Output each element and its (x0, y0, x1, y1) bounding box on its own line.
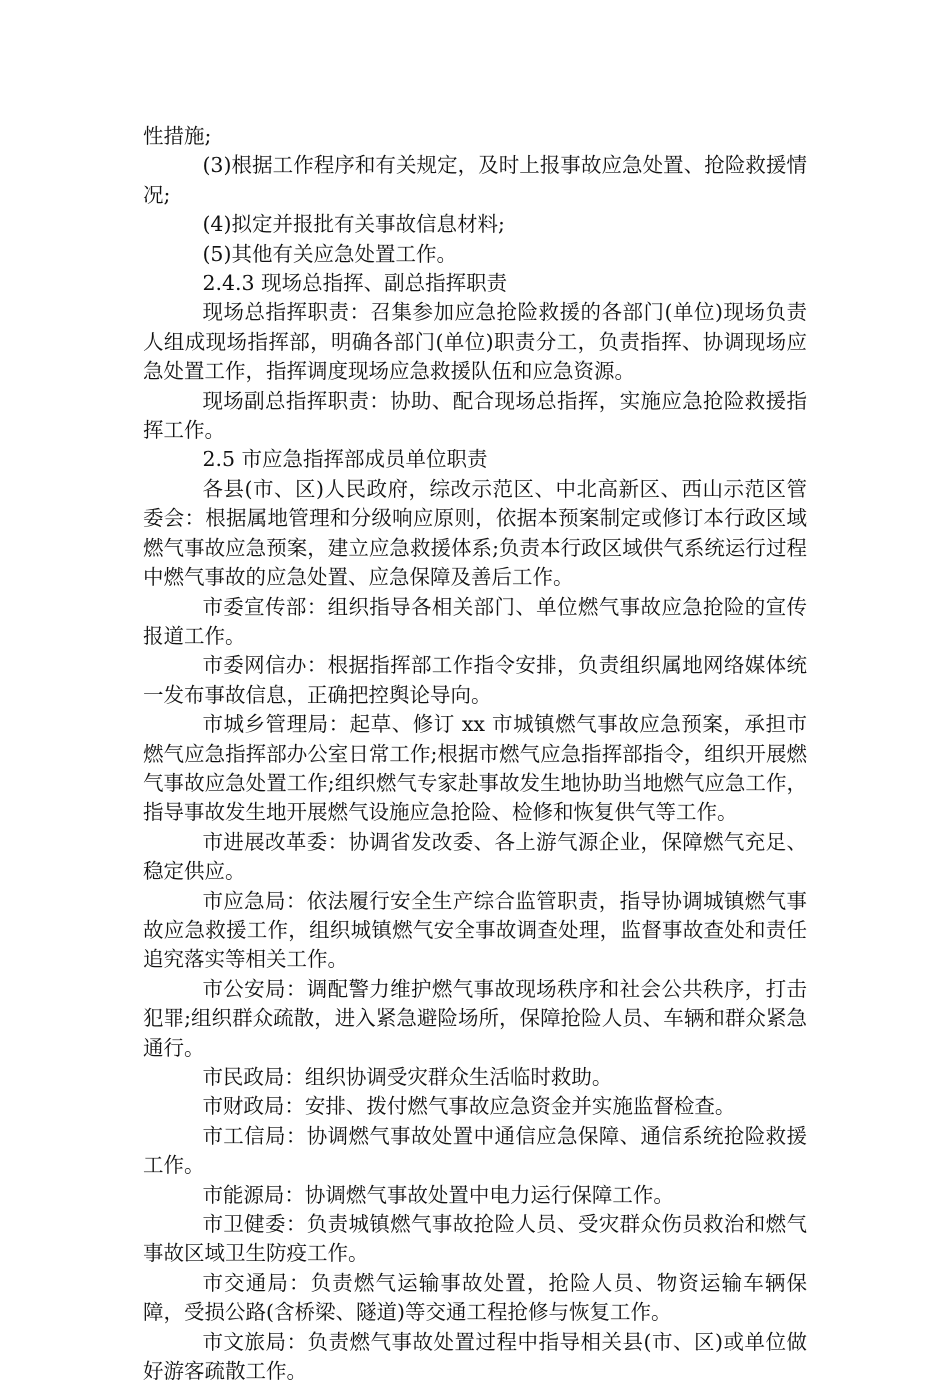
paragraph: 市财政局：安排、拨付燃气事故应急资金并实施监督检查。 (202, 1094, 736, 1119)
paragraph: 市公安局：调配警力维护燃气事故现场秩序和社会公共秩序，打击犯罪;组织群众疏散，进入紧急避险场所，保障抢险人员、车辆和群众紧急通行。 (143, 976, 807, 1060)
paragraph: 市民政局：组织协调受灾群众生活临时救助。 (202, 1065, 613, 1089)
paragraph: 市进展改革委：协调省发改委、各上游气源企业，保障燃气充足、稳定供应。 (143, 829, 807, 884)
paragraph: (3)根据工作程序和有关规定，及时上报事故应急处置、抢险救援情况; (143, 153, 807, 207)
paragraph: 现场总指挥职责：召集参加应急抢险救援的各部门(单位)现场负责人组成现场指挥部，明确各部门(单位)职责分工，负责指挥、协调现场应急处置工作，指挥调度现场应急救援队伍和应急资源。 (143, 300, 807, 384)
paragraph: 市工信局：协调燃气事故处置中通信应急保障、通信系统抢险救援工作。 (143, 1123, 807, 1178)
paragraph: 各县(市、区)人民政府，综改示范区、中北高新区、西山示范区管委会：根据属地管理和分级响应原则，依据本预案制定或修订本行政区域燃气事故应急预案，建立应急救援体系;负责本行政区域供气系统运行过程中燃气事故的应急处置、应急保障及善后工作。 (143, 476, 807, 590)
paragraph: 市文旅局：负责燃气事故处置过程中指导相关县(市、区)或单位做好游客疏散工作。 (143, 1329, 807, 1384)
paragraph: 市交通局：负责燃气运输事故处置，抢险人员、物资运输车辆保障，受损公路(含桥梁、隧道)等交通工程抢修与恢复工作。 (143, 1270, 807, 1325)
document-body (143, 122, 807, 1386)
paragraph: 市委网信办：根据指挥部工作指令安排，负责组织属地网络媒体统一发布事故信息，正确把控舆论导向。 (143, 653, 807, 707)
paragraph: (5)其他有关应急处置工作。 (202, 241, 457, 266)
paragraph: 市城乡管理局：起草、修订 xx 市城镇燃气事故应急预案，承担市燃气应急指挥部办公室日常工作;根据市燃气应急指挥部指令，组织开展燃气事故应急处置工作;组织燃气专家赴事故发生地协助当地燃气应急工作，指导事故发生地开展燃气设施应急抢险、检修和恢复供气等工作。 (143, 712, 807, 825)
paragraph: 市委宣传部：组织指导各相关部门、单位燃气事故应急抢险的宣传报道工作。 (143, 594, 807, 648)
section-heading: 2.4.3 现场总指挥、副总指挥职责 (202, 271, 508, 296)
paragraph: 性措施; (143, 124, 212, 148)
paragraph: 市卫健委：负责城镇燃气事故抢险人员、受灾群众伤员救治和燃气事故区域卫生防疫工作。 (143, 1212, 807, 1266)
paragraph: (4)拟定并报批有关事故信息材料; (202, 212, 505, 237)
section-heading: 2.5 市应急指挥部成员单位职责 (202, 447, 488, 472)
paragraph: 市能源局：协调燃气事故处置中电力运行保障工作。 (202, 1182, 674, 1207)
paragraph: 现场副总指挥职责：协助、配合现场总指挥，实施应急抢险救援指挥工作。 (143, 388, 807, 443)
paragraph: 市应急局：依法履行安全生产综合监管职责，指导协调城镇燃气事故应急救援工作，组织城镇燃气安全事故调查处理，监督事故查处和责任追究落实等相关工作。 (143, 888, 807, 972)
